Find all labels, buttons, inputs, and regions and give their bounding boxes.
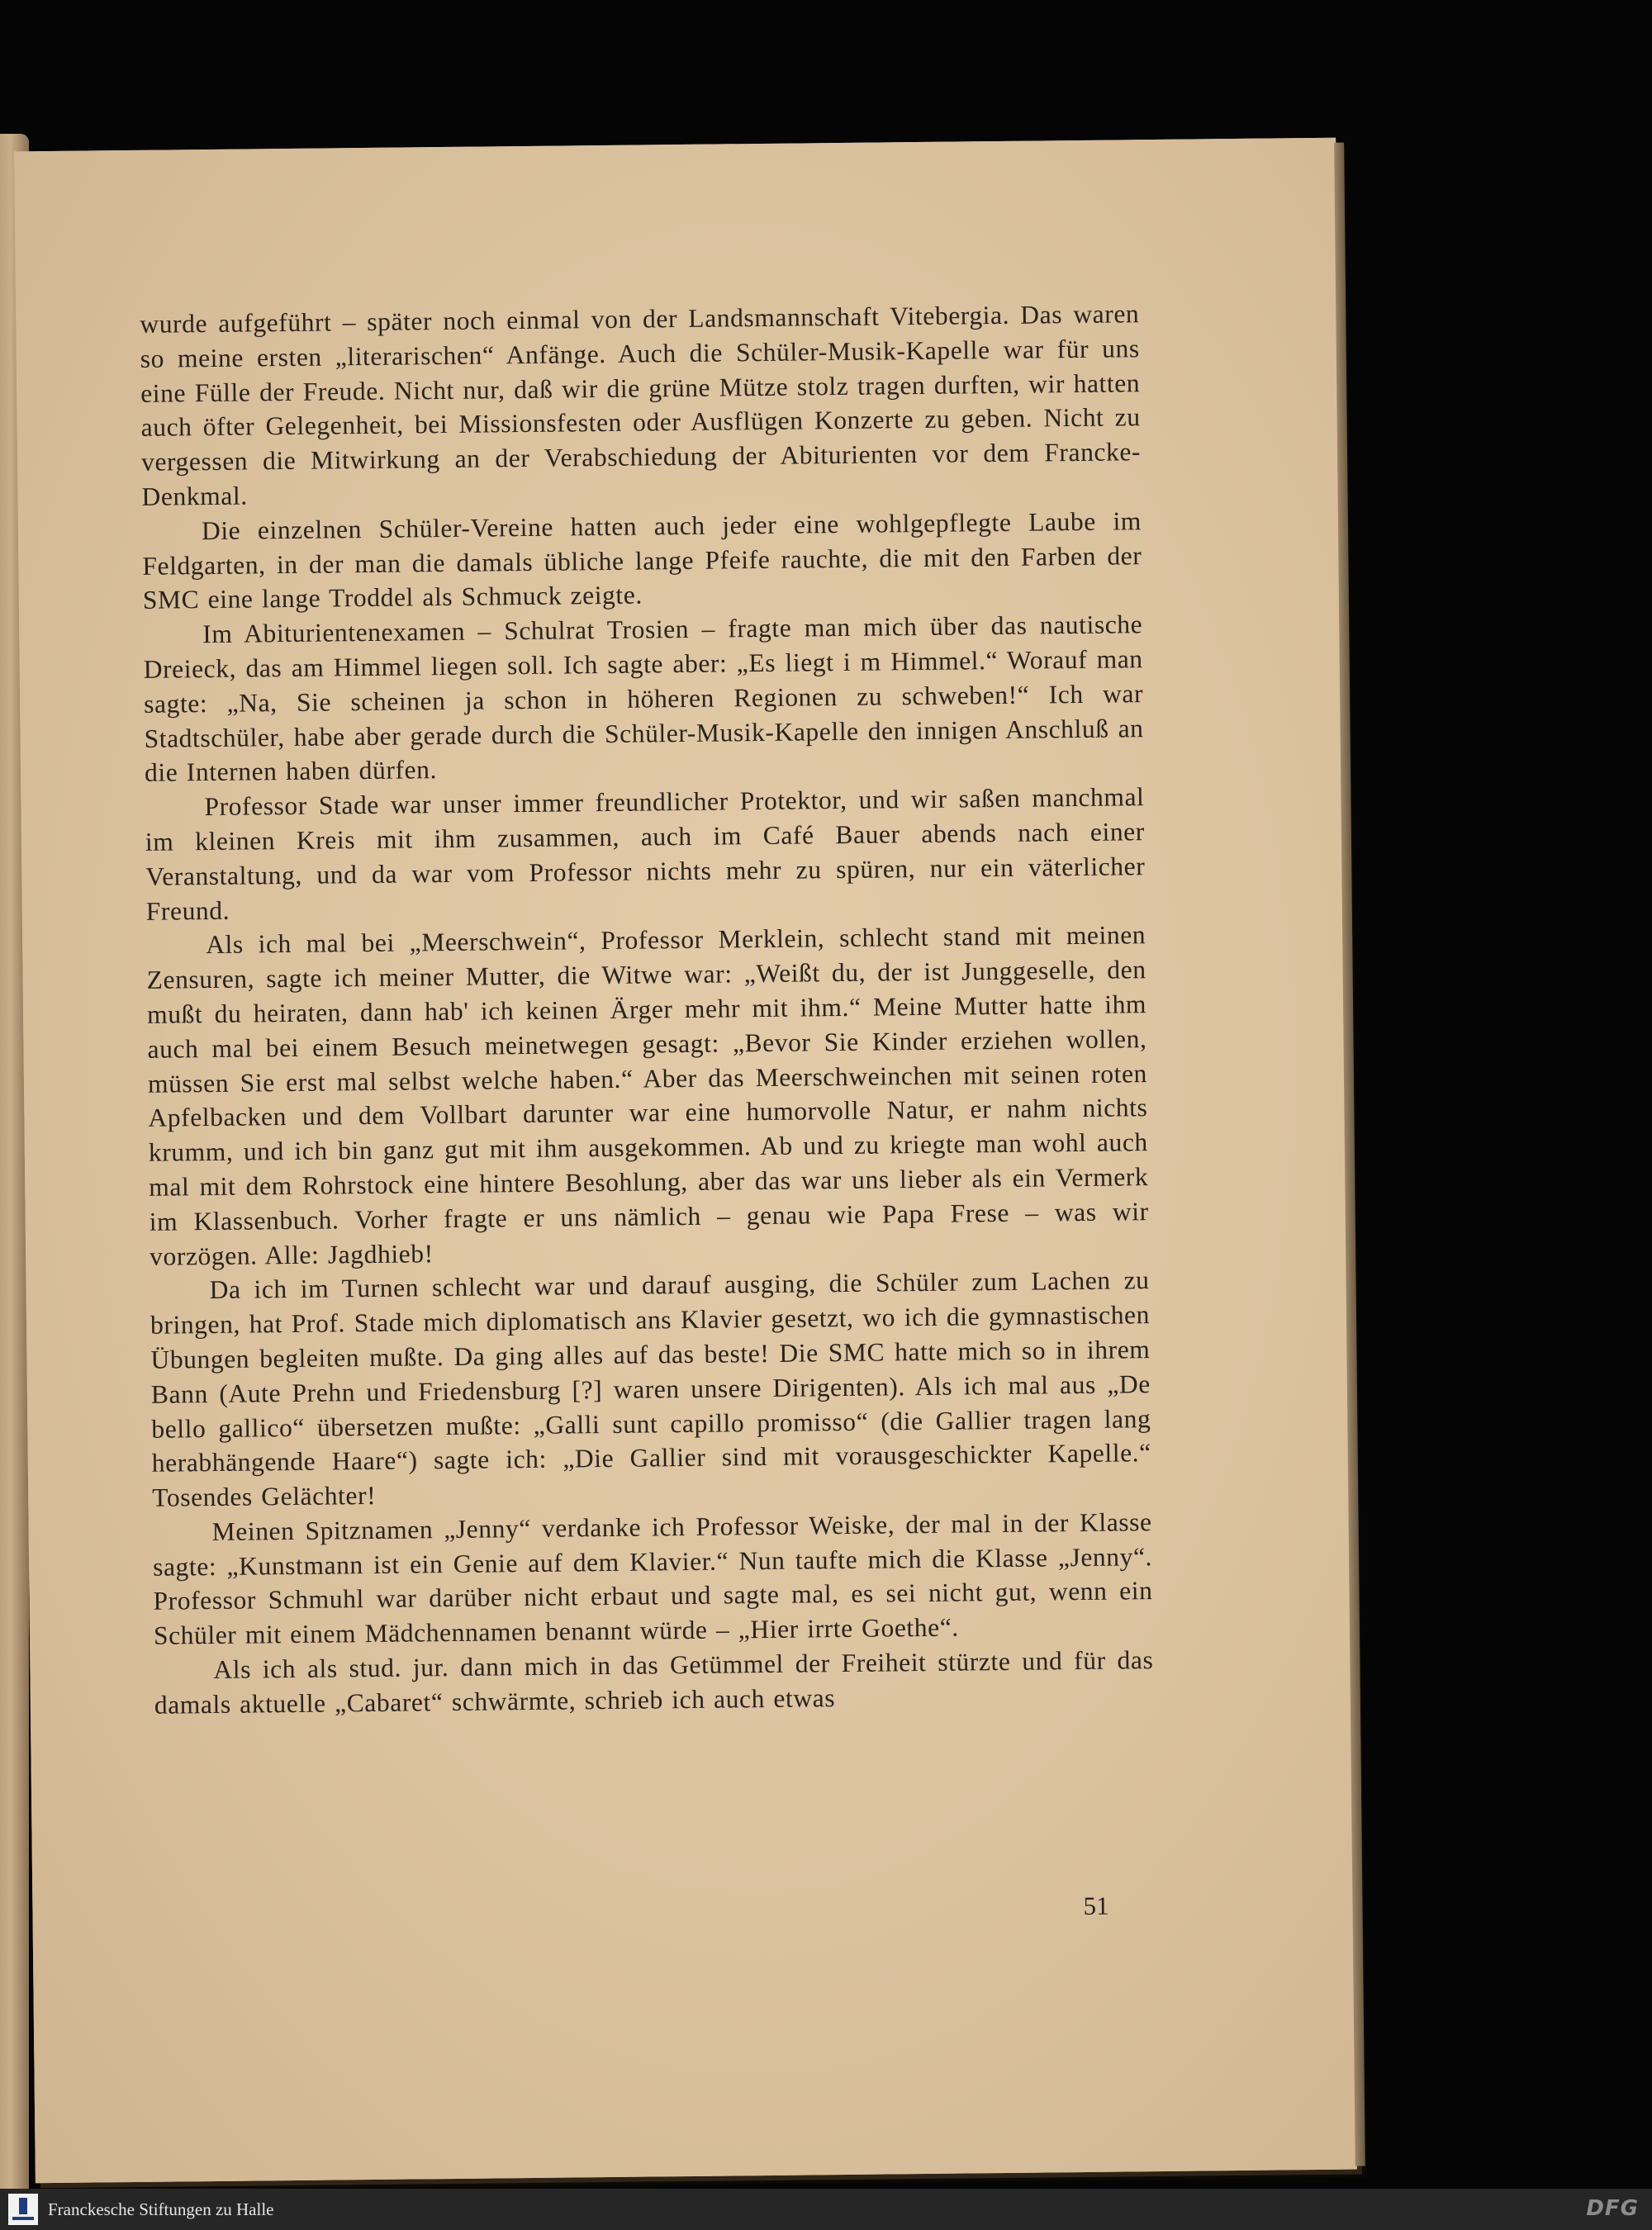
paragraph: Da ich im Turnen schlecht war und darauf ausging, die Schüler zum Lachen zu bringen, hat Prof. Stade mich diplomatisch ans Klavier gesetzt, wo ich die gymnastischen Übungen begleiten mußte. Da ging alles auf das beste! Die SMC hatte mich so in ihrem Bann (Aute Prehn und Friedensburg [?] waren unsere Dirigenten). Als ich mal aus „De bello gallico“ übersetzen mußte: „Galli sunt capillo promisso“ (die Gallier tragen lang herabhängende Haare“) sagte ich: „Die Gallier sind mit vorausgeschickter Kapelle.“ Tosendes Gelächter! — [150, 1265, 1151, 1512]
institution-name: Franckesche Stiftungen zu Halle — [48, 2199, 274, 2219]
book-page — [14, 138, 1357, 2184]
page-stack-edge — [1334, 143, 1365, 2166]
paragraph: Im Abiturientenexamen – Schulrat Trosien – fragte man mich über das nautische Dreieck, das am Himmel liegen soll. Ich sagte aber: „Es liegt i m Himmel.“ Worauf man sagte: „Na, Sie scheinen ja schon in höheren Regionen zu schweben!“ Ich war Stadtschüler, habe aber gerade durch die Schüler-Musik-Kapelle den innigen Anschluß an die Internen haben dürfen. — [143, 610, 1144, 788]
paragraph: wurde aufgeführt – später noch einmal von der Landsmannschaft Vitebergia. Das waren so meine ersten „literarischen“ Anfänge. Auch die Schüler-Musik-Kapelle war für uns eine Fülle der Freude. Nicht nur, daß wir die grüne Mütze stolz tragen durften, wir hatten auch öfter Gelegenheit, bei Missionsfesten oder Ausflügen Konzerte zu geben. Nicht zu vergessen die Mitwirkung an der Verabschiedung der Abiturienten vor dem Francke-Denkmal. — [140, 299, 1142, 511]
paragraph: Meinen Spitznamen „Jenny“ verdanke ich Professor Weiske, der mal in der Klasse sagte: „Kunstmann ist ein Genie auf dem Klavier.“ Nun taufte mich die Klasse „Jenny“. Professor Schmuhl war darüber nicht erbaut und sagte mal, es sei nicht gut, wenn ein Schüler mit einem Mädchennamen benannt würde – „Hier irrte Goethe“. — [152, 1507, 1153, 1651]
page-number: 51 — [1083, 1891, 1109, 1921]
institution-logo-icon — [8, 2194, 38, 2225]
dfg-logo: DFG — [1586, 2196, 1639, 2221]
paragraph: Die einzelnen Schüler-Vereine hatten auch jeder eine wohlgepflegte Laube im Feldgarten, in der man die damals übliche lange Pfeife rauchte, die mit den Farben der SMC eine lange Troddel als Schmuck zeigte. — [142, 505, 1142, 615]
paragraph: Als ich mal bei „Meerschwein“, Professor Merklein, schlecht stand mit meinen Zensuren, sagte ich meiner Mutter, die Witwe war: „Weißt du, der ist Junggeselle, den mußt du heiraten, dann hab' ich keinen Ärger mehr mit ihm.“ Meine Mutter hatte ihm auch mal bei einem Besuch meinetwegen gesagt: „Bevor Sie Kinder erziehen wollen, müssen Sie erst mal selbst welche haben.“ Aber das Meerschweinchen mit seinen roten Apfelbacken und dem Vollbart darunter war eine humorvolle Natur, er nahm nichts krumm, und ich bin ganz gut mit ihm ausgekommen. Ab und zu kriegte man wohl auch mal mit dem Rohrstock eine hintere Besohlung, aber das war uns lieber als ein Vermerk im Klassenbuch. Vorher fragte er uns nämlich – genau wie Papa Frese – was wir vorzögen. Alle: Jagdhieb! — [146, 920, 1149, 1271]
page-text — [140, 297, 1154, 1722]
paragraph: Professor Stade war unser immer freundlicher Protektor, und wir saßen manchmal im kleinen Kreis mit ihm zusammen, auch im Café Bauer abends nach einer Veranstaltung, und da war vom Professor nichts mehr zu spüren, nur ein väterlicher Freund. — [145, 782, 1146, 926]
viewer-footer — [0, 2189, 1652, 2230]
paragraph: Als ich als stud. jur. dann mich in das Getümmel der Freiheit stürzte und für das damals aktuelle „Cabaret“ schwärmte, schrieb ich auch etwas — [154, 1645, 1154, 1720]
